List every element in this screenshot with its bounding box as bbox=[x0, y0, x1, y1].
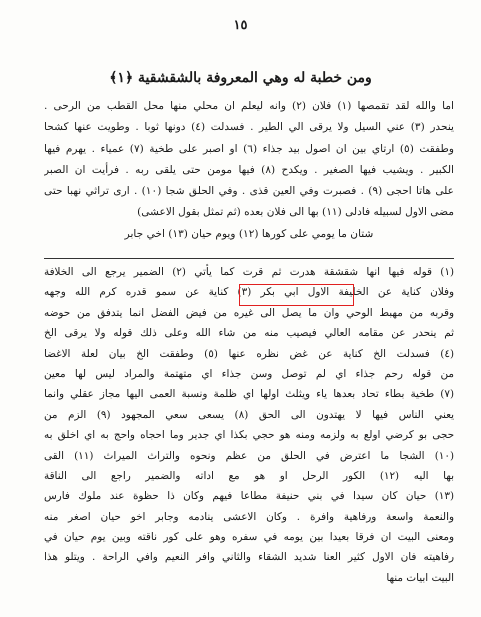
sermon-title: ومن خطبة له وهي المعروفة بالشقشقية ﴿١﴾ bbox=[109, 70, 372, 86]
text-line: ينحدر (٣) عني السيل ولا يرقى الي الطير . فسدلت (٤) دونها ثوبا . وطويت عنها كشحا bbox=[44, 121, 454, 134]
footnote-divider bbox=[44, 258, 454, 259]
footnote-line: (٧) طخية بطاء تحاد بعدها ياء ويثلث اولها اي ظلمة ونسبة العمى اليها مجاز عقلي وانما bbox=[44, 388, 454, 401]
footnote-line: يعني الناس فيها لا يهتدون الى الحق (٨) يسعى سعي المجهود (٩) الزم من bbox=[44, 408, 454, 421]
highlight-box bbox=[239, 284, 354, 306]
text-line: على هاتا احجى (٩) . فصبرت وفي العين قذى . وفي الحلق شجا (١٠) . ارى تراثي نهبا حتى bbox=[44, 185, 454, 198]
footnote-line: البيت ابيات منها bbox=[386, 571, 454, 584]
footnote-line: (١) قوله فيها انها شقشقة هدرت ثم قرت كما يأتي (٢) الضمير يرجع الى الخلافة bbox=[44, 266, 454, 278]
footnote-line: بها اليه (١٢) الكور الرحل او هو مع اداته والضمير راجع الى الناقة bbox=[44, 469, 454, 482]
sermon-text bbox=[44, 96, 454, 245]
footnote-line: وفلان كناية عن الخليفة الاول ابي بكر (٣) كناية عن سمو قدره كرم الله وجهه bbox=[44, 286, 454, 299]
page-number: ١٥ bbox=[233, 18, 248, 33]
footnote-line: والنعمة واسعة ورفاهية وافرة . وكان الاعشى ينادمه وجابر اخو حيان اصغر منه bbox=[44, 510, 454, 523]
text-line: الكبير . ويشيب فيها الصغير . ويكدح (٨) فيها مومن حتى يلقى ربه . فرأيت ان الصبر bbox=[44, 163, 454, 176]
footnote-line: من قوله رحم جذاء اي لم توصل وسن جذاء اي متهتمة والمراد ليس لها معين bbox=[44, 367, 454, 380]
footnote-line: ثم ينحدر عن مقامه العالي فيصيب منه من شاء الله وعلى ذلك قوله ولا يرقى الخ bbox=[44, 327, 454, 340]
footnote-line: رفاهيته فان الاول كثير العنا شديد الشقاء والثاني وافر النعيم وافي الراحة . ويتلو هذا bbox=[44, 551, 454, 564]
text-line: مضى الاول لسبيله فادلى (١١) بها الى فلان بعده (ثم تمثل بقول الاعشى) bbox=[137, 206, 454, 219]
footnote-line: ومعنى البيت ان فرقا بعيدا بين يومه في سفره وهو على كور ناقته وبين يوم حيان في bbox=[44, 531, 454, 544]
footnote-line: (١٣) حيان كان سيدا في بني حنيفة مطاعا فيهم وكان ذا حظوة عند ملوك فارس bbox=[44, 490, 454, 503]
footnote-line: وقربه من مهبط الوحي وان ما يصل الى غيره من فيض الفضل انما يتدفق من حوضه bbox=[44, 306, 454, 319]
footnote-line: (٤) فسدلت الخ كناية عن غض نظره عنها (٥) وطفقت الخ بيان لعلة الاغضا bbox=[44, 347, 454, 360]
footnotes bbox=[44, 262, 454, 588]
footnote-line: حجى بو كرضي اولع به ولزمه ومنه هو حجي بكذا اي جدير وما احجاه واحج به اي اخلق به bbox=[44, 429, 454, 442]
footnote-line: (١٠) الشجا ما اعترض في الحلق من عظم ونحوه والتراث الميراث (١١) القى bbox=[44, 449, 454, 462]
text-line: وطفقت (٥) ارتاي بين ان اصول بيد جذاء (٦) او اصبر على طخية (٧) عمياء . يهرم فيها bbox=[44, 142, 454, 155]
text-line: اما والله لقد تقمصها (١) فلان (٢) وانه ليعلم ان محلي منها محل القطب من الرحى . bbox=[44, 100, 454, 112]
verse-line: شتان ما يومي على كورها (١٢) ويوم حيان (١٣) اخي جابر bbox=[124, 227, 374, 240]
